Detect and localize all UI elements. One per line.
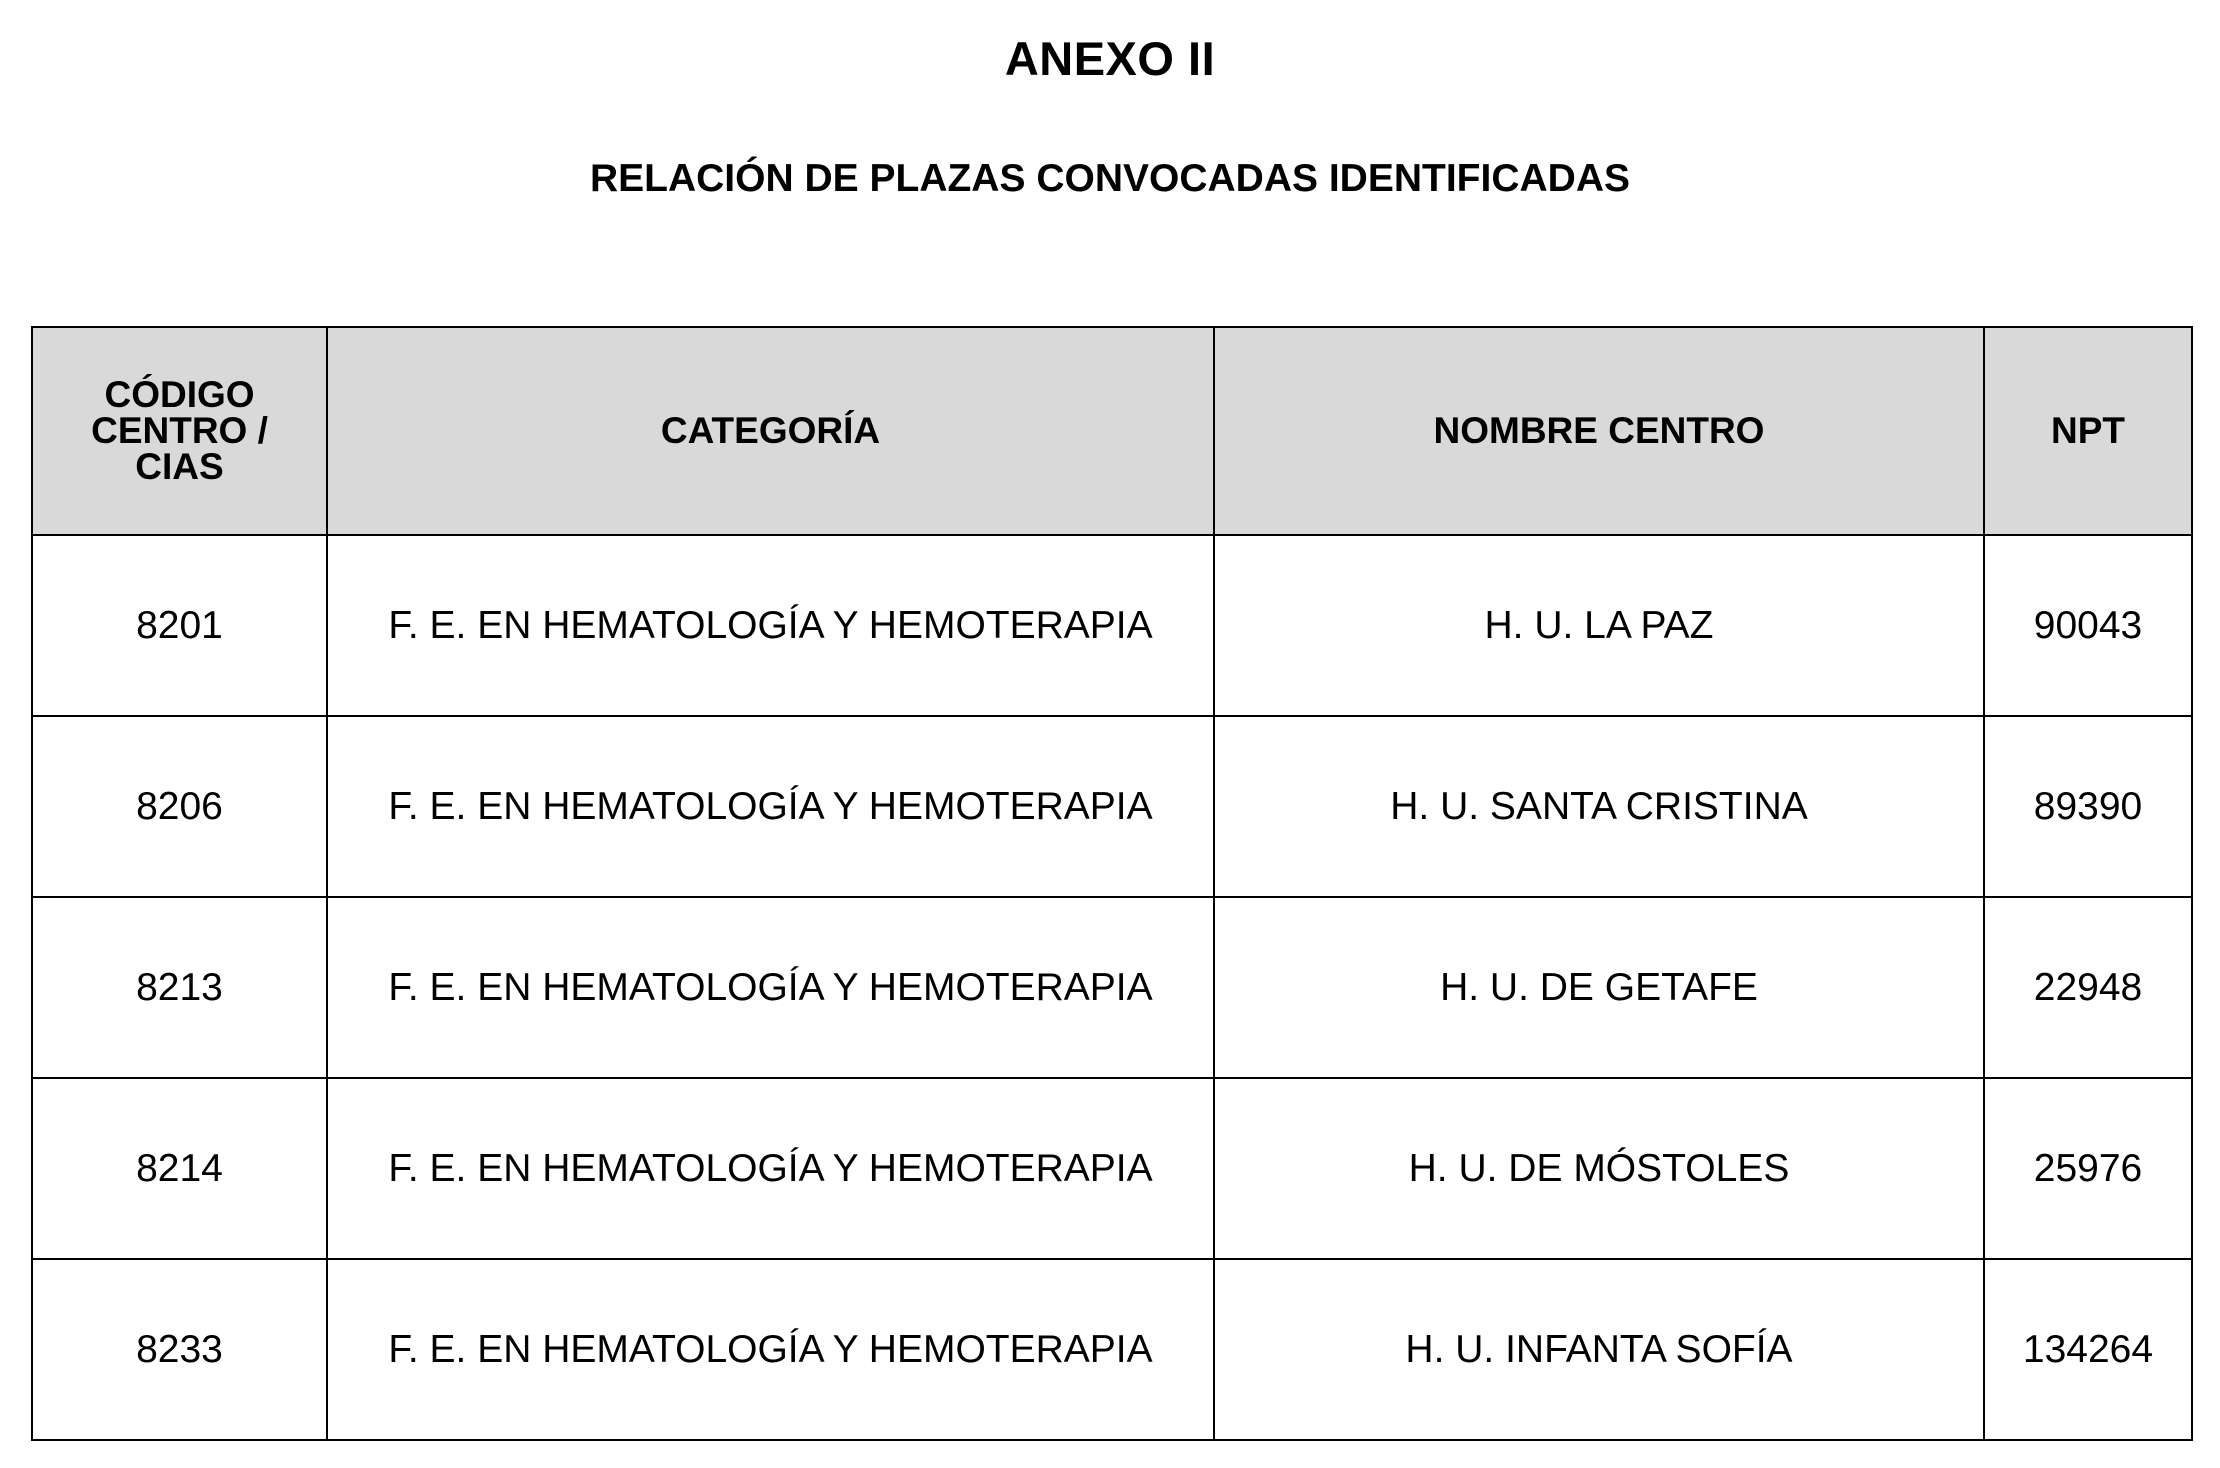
header-npt: NPT — [1984, 327, 2192, 535]
cell-categoria: F. E. EN HEMATOLOGÍA Y HEMOTERAPIA — [327, 897, 1214, 1078]
cell-npt: 90043 — [1984, 535, 2192, 716]
cell-nombre-centro: H. U. DE MÓSTOLES — [1214, 1078, 1984, 1259]
cell-categoria: F. E. EN HEMATOLOGÍA Y HEMOTERAPIA — [327, 1078, 1214, 1259]
document-subtitle: RELACIÓN DE PLAZAS CONVOCADAS IDENTIFICADAS — [589, 157, 1631, 200]
header-row — [32, 327, 2192, 535]
table-row — [32, 1259, 2192, 1440]
cell-nombre-centro: H. U. SANTA CRISTINA — [1214, 716, 1984, 897]
cell-npt: 134264 — [1984, 1259, 2192, 1440]
cell-categoria: F. E. EN HEMATOLOGÍA Y HEMOTERAPIA — [327, 716, 1214, 897]
table-row — [32, 897, 2192, 1078]
cell-npt: 89390 — [1984, 716, 2192, 897]
header-codigo-line-1: CÓDIGO — [104, 374, 255, 415]
header-nombre-centro: NOMBRE CENTRO — [1214, 327, 1984, 535]
table-row — [32, 535, 2192, 716]
cell-codigo: 8201 — [32, 535, 327, 716]
header-codigo-line-3: CIAS — [135, 446, 224, 487]
cell-nombre-centro: H. U. DE GETAFE — [1214, 897, 1984, 1078]
cell-nombre-centro: H. U. LA PAZ — [1214, 535, 1984, 716]
plazas-table — [31, 326, 2193, 1441]
cell-npt: 25976 — [1984, 1078, 2192, 1259]
cell-codigo: 8233 — [32, 1259, 327, 1440]
table-header — [32, 327, 2192, 535]
document-title: ANEXO II — [1004, 32, 1216, 85]
cell-codigo: 8214 — [32, 1078, 327, 1259]
cell-categoria: F. E. EN HEMATOLOGÍA Y HEMOTERAPIA — [327, 1259, 1214, 1440]
cell-nombre-centro: H. U. INFANTA SOFÍA — [1214, 1259, 1984, 1440]
table-row — [32, 1078, 2192, 1259]
cell-codigo: 8213 — [32, 897, 327, 1078]
table-body — [32, 535, 2192, 1440]
cell-npt: 22948 — [1984, 897, 2192, 1078]
cell-codigo: 8206 — [32, 716, 327, 897]
header-categoria: CATEGORÍA — [327, 327, 1214, 535]
cell-categoria: F. E. EN HEMATOLOGÍA Y HEMOTERAPIA — [327, 535, 1214, 716]
table-row — [32, 716, 2192, 897]
header-codigo-centro-cias — [32, 327, 327, 535]
header-codigo-line-2: CENTRO / — [91, 410, 268, 451]
